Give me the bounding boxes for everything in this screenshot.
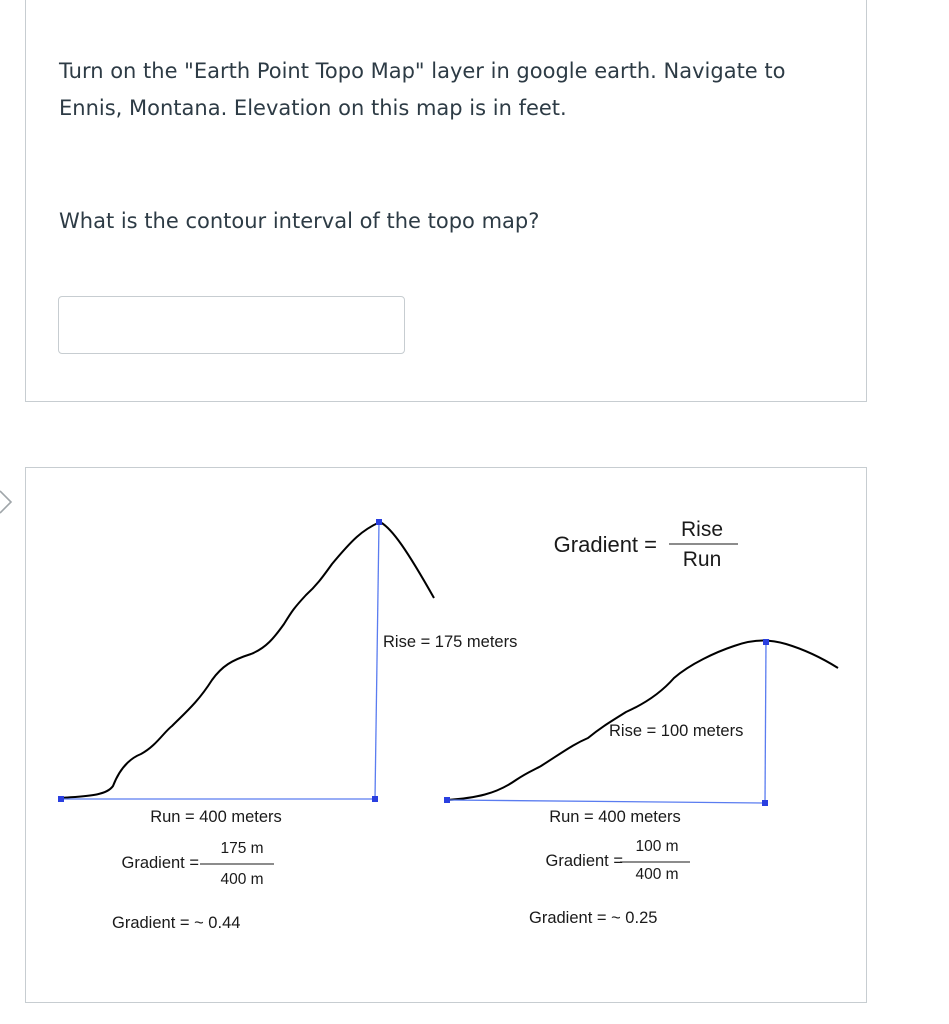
steep-start-point	[58, 796, 64, 802]
gentle-rise-label: Rise = 100 meters	[609, 722, 744, 740]
gentle-slope-profile	[447, 641, 838, 801]
steep-result: Gradient = ~ 0.44	[112, 914, 241, 932]
steep-numerator: 175 m	[220, 840, 264, 857]
gentle-run-line	[447, 800, 766, 803]
gentle-base-point	[762, 800, 768, 806]
steep-denominator: 400 m	[220, 871, 264, 888]
gradient-diagram	[26, 468, 868, 1004]
gentle-numerator: 100 m	[635, 838, 679, 855]
steep-peak-point	[376, 519, 382, 525]
gradient-figure-card	[25, 467, 867, 1003]
steep-base-point	[372, 796, 378, 802]
steep-run-label: Run = 400 meters	[150, 808, 282, 826]
question-instructions: Turn on the "Earth Point Topo Map" layer in google earth. Navigate to Ennis, Montana. Elevation on this map is in feet.	[59, 59, 786, 120]
steep-rise-line	[375, 522, 379, 799]
question-card	[25, 0, 867, 402]
gentle-peak-point	[763, 639, 769, 645]
gentle-run-label: Run = 400 meters	[549, 808, 681, 826]
answer-input[interactable]	[58, 296, 405, 354]
steep-rise-label: Rise = 175 meters	[383, 633, 518, 651]
chevron-right-icon[interactable]	[0, 488, 16, 516]
formula-denominator: Run	[682, 548, 722, 571]
gentle-start-point	[444, 797, 450, 803]
formula-numerator: Rise	[680, 518, 724, 541]
formula-label: Gradient =	[553, 532, 657, 557]
question-prompt: What is the contour interval of the topo map?	[59, 209, 540, 233]
gentle-rise-line	[765, 642, 766, 803]
gentle-gradient-label: Gradient =	[545, 852, 623, 870]
steep-gradient-label: Gradient =	[121, 854, 199, 872]
gentle-denominator: 400 m	[635, 866, 679, 883]
gentle-result: Gradient = ~ 0.25	[529, 909, 658, 927]
